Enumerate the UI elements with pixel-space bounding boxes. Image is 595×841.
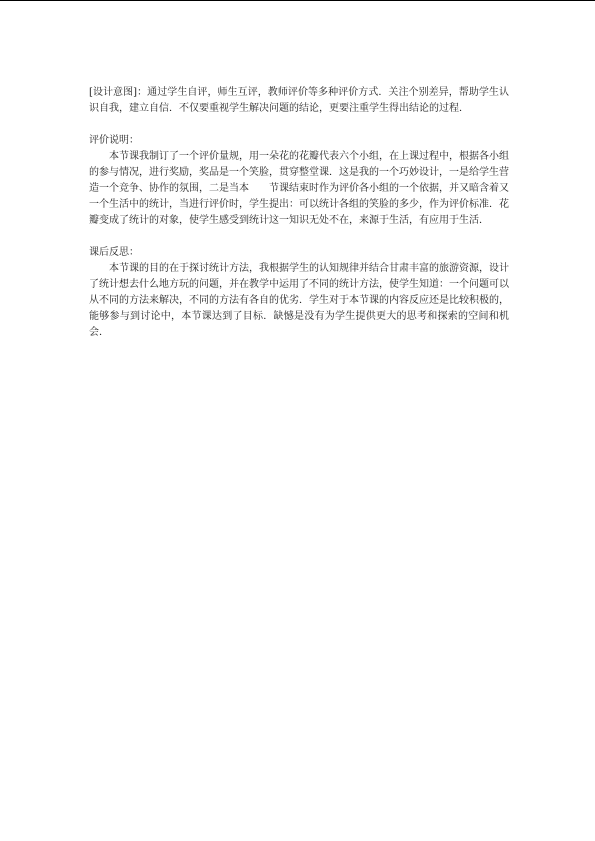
top-border-line [0,0,595,1]
section-spacer [89,117,509,133]
document-body [89,85,509,341]
reflection-heading: 课后反思： [89,247,139,258]
evaluation-heading: 评价说明： [89,135,139,146]
section-spacer [89,229,509,245]
design-intent-paragraph: [设计意图]：通过学生自评，师生互评，教师评价等多种评价方式．关注个别差异，帮助学生认识自我，建立自信．不仅要重视学生解决问题的结论，更要注重学生得出结论的过程． [89,87,509,114]
evaluation-paragraph: 本节课我制订了一个评价量规，用一朵花的花瓣代表六个小组，在上课过程中，根据各小组的参与情况，进行奖励，奖品是一个笑脸，贯穿整堂课．这是我的一个巧妙设计，一是给学生营造一个竞争、协作的氛围，二是当本 节课结束时作为评价各小组的一个依据，并又暗含着又一个生活中的统计，当进行评价时，学生提出：可以统计各组的笑脸的多少，作为评价标准．花瓣变成了统计的对象，使学生感受到统计这一知识无处不在，来源于生活，有应用于生活． [89,151,509,226]
reflection-paragraph: 本节课的目的在于探讨统计方法，我根据学生的认知规律并结合甘肃丰富的旅游资源，设计了统计想去什么地方玩的问题，并在教学中运用了不同的统计方法，使学生知道：一个问题可以从不同的方法来解决，不同的方法有各自的优劣．学生对于本节课的内容反应还是比较积极的，能够参与到讨论中，本节课达到了目标．缺憾是没有为学生提供更大的思考和探索的空间和机会． [89,263,509,338]
